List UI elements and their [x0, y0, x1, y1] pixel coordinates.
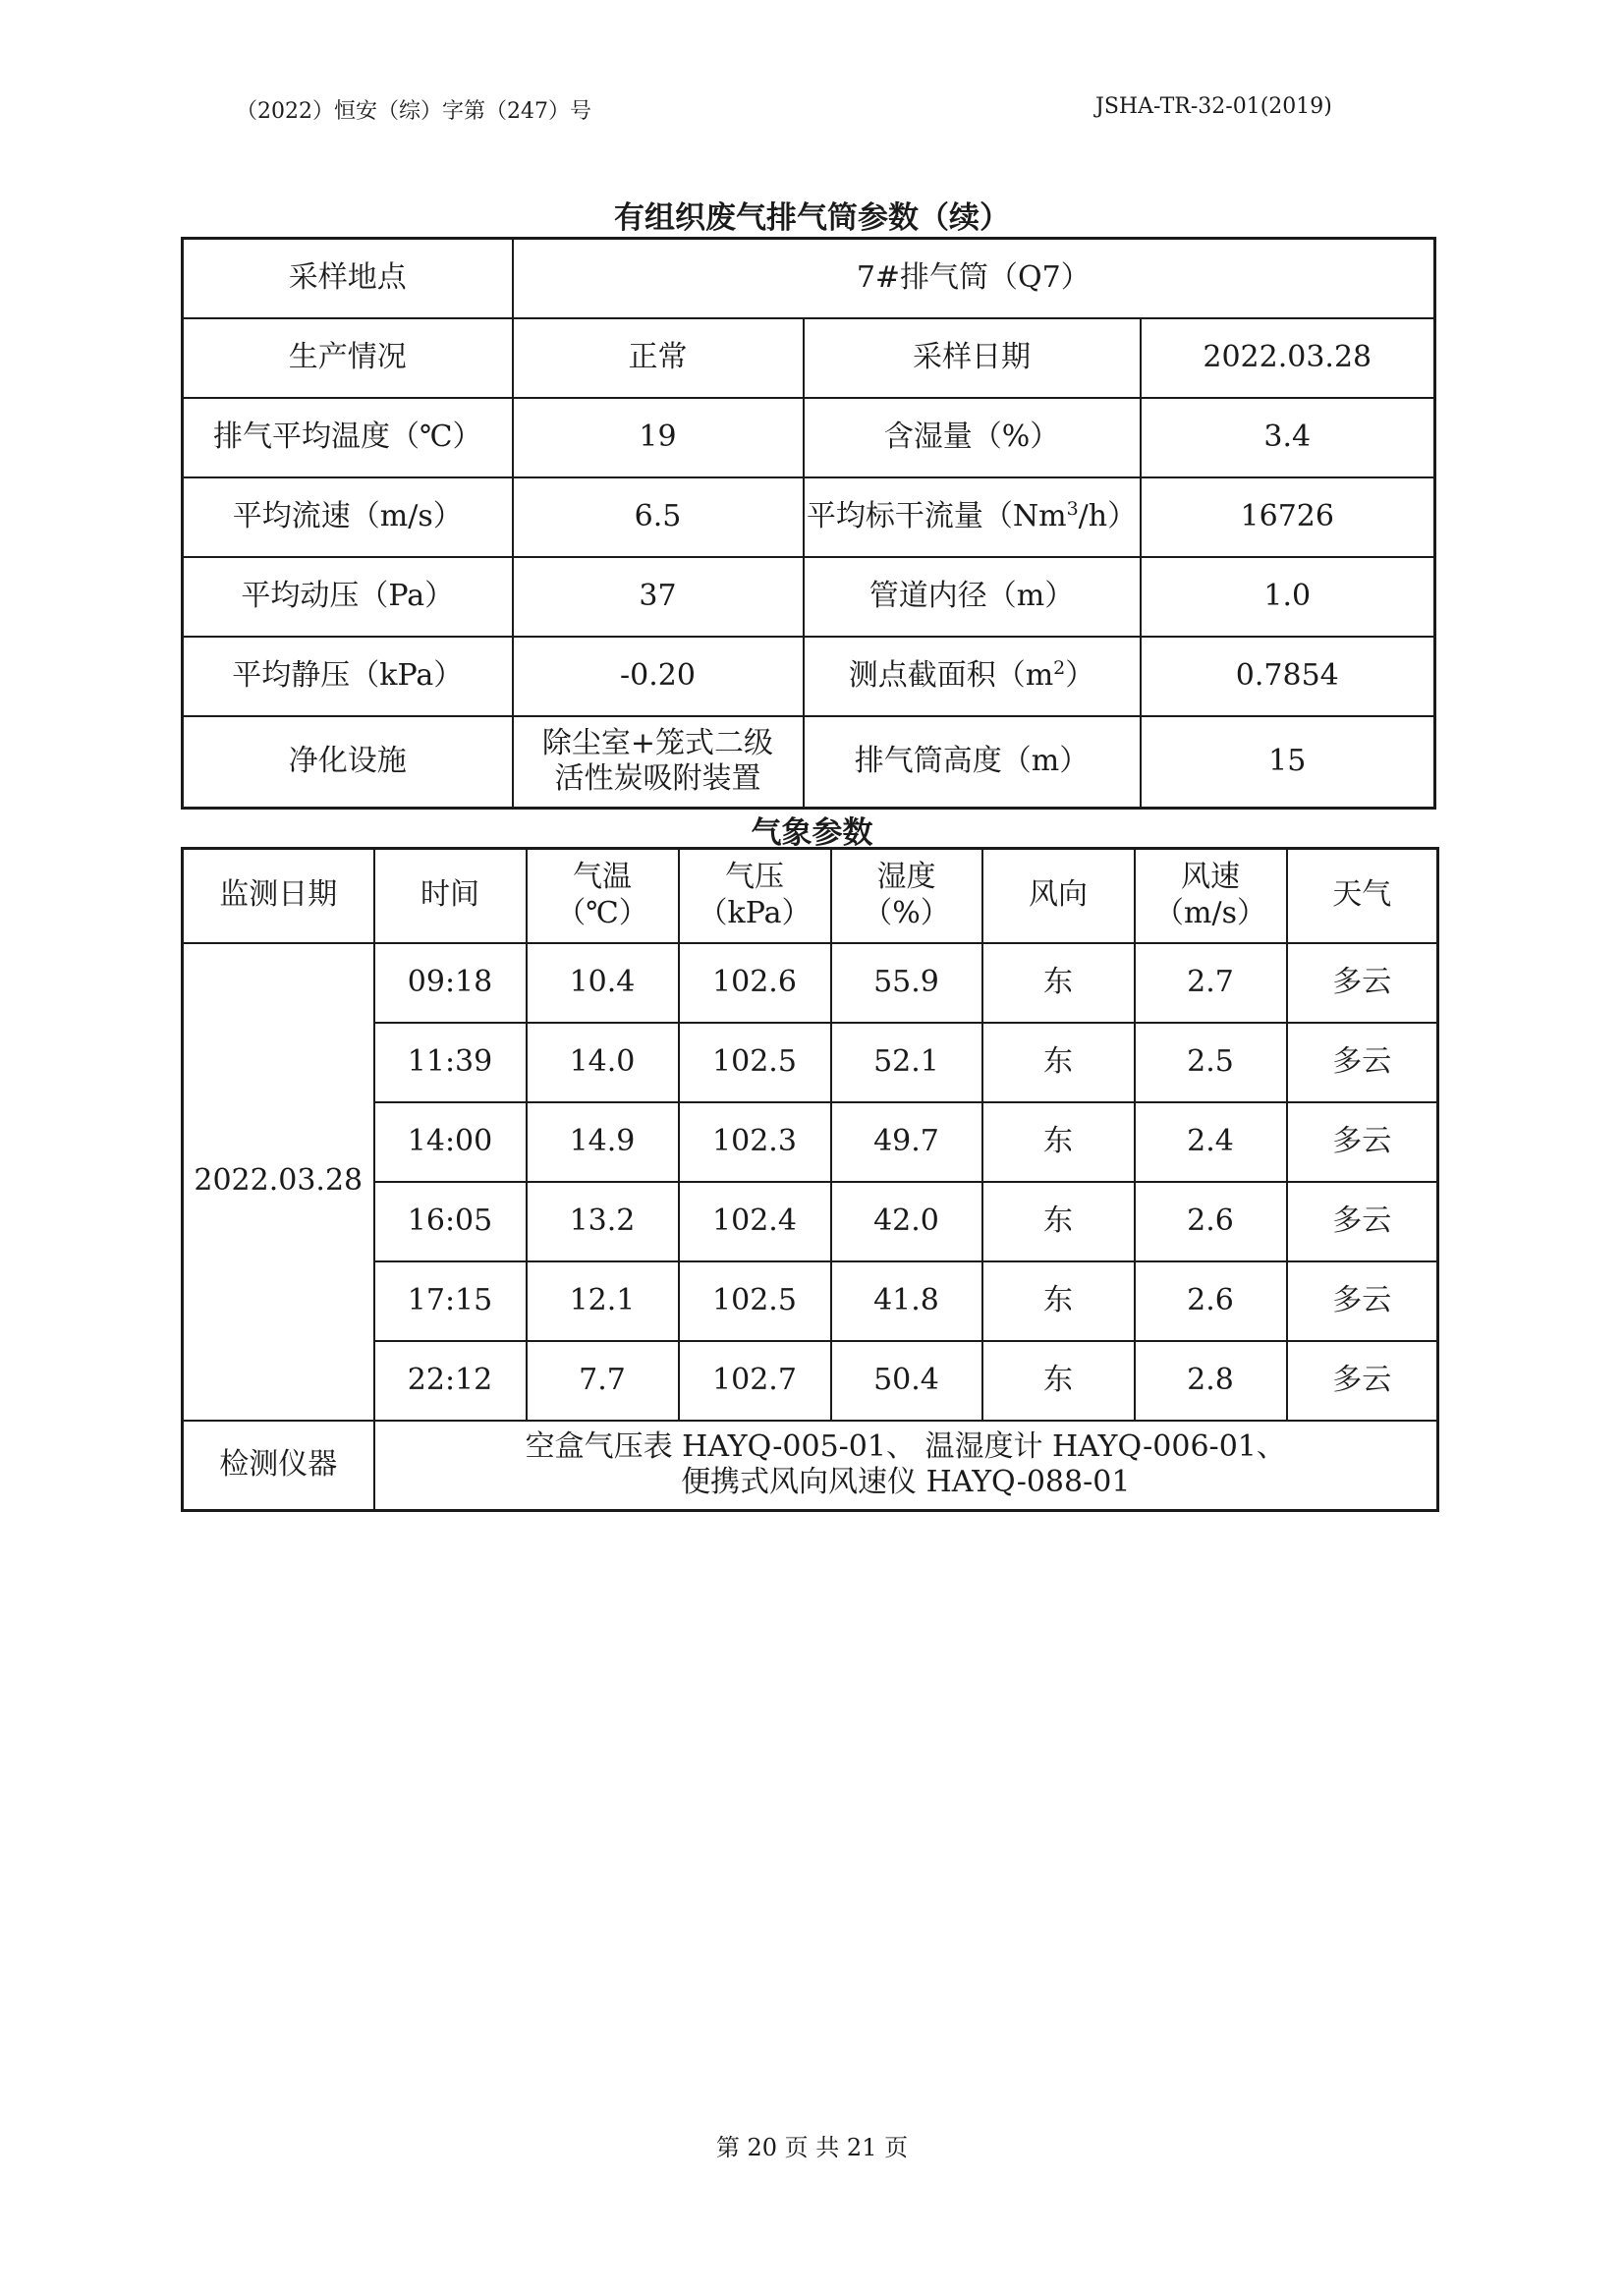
header-line: （℃）: [556, 895, 648, 930]
instrument-list: [374, 1421, 1438, 1511]
cell-weather: 多云: [1287, 1102, 1438, 1182]
param-value: -0.20: [513, 637, 804, 716]
param-label: 生产情况: [183, 318, 513, 398]
param-label: 平均流速（m/s）: [183, 477, 513, 557]
cell-wind-dir: 东: [982, 1182, 1135, 1261]
value-line: 除尘室+笼式二级: [541, 725, 774, 760]
param-label: 平均静压（kPa）: [183, 637, 513, 716]
table-row: [183, 239, 1435, 318]
cell-pressure: 102.6: [679, 943, 831, 1023]
header-line: 湿度: [876, 860, 936, 895]
superscript: 2: [1053, 656, 1066, 679]
instrument-line: 便携式风向风速仪 HAYQ-088-01: [681, 1465, 1131, 1500]
cell-wind-speed: 2.8: [1135, 1341, 1287, 1421]
cell-weather: 多云: [1287, 1182, 1438, 1261]
cell-wind-speed: 2.4: [1135, 1102, 1287, 1182]
cell-time: 22:12: [374, 1341, 527, 1421]
weather-params-table: [181, 847, 1439, 1512]
param-label: 排气筒高度（m）: [804, 716, 1141, 809]
cell-weather: 多云: [1287, 943, 1438, 1023]
cell-humidity: 50.4: [831, 1341, 982, 1421]
param-label: 平均动压（Pa）: [183, 557, 513, 637]
param-value: 6.5: [513, 477, 804, 557]
cell-time: 09:18: [374, 943, 527, 1023]
param-value: 正常: [513, 318, 804, 398]
cell-temp: 14.0: [527, 1023, 679, 1102]
header-line: 风速: [1181, 860, 1240, 895]
cell-time: 14:00: [374, 1102, 527, 1182]
param-value: [513, 716, 804, 809]
param-label: 净化设施: [183, 716, 513, 809]
param-value: 2022.03.28: [1141, 318, 1435, 398]
table-row: [183, 1421, 1438, 1511]
cell-wind-speed: 2.7: [1135, 943, 1287, 1023]
param-value: 3.4: [1141, 398, 1435, 477]
cell-wind-dir: 东: [982, 1261, 1135, 1341]
cell-humidity: 52.1: [831, 1023, 982, 1102]
header-line: （%）: [863, 895, 950, 930]
param-label: 采样日期: [804, 318, 1141, 398]
param-label: [804, 637, 1141, 716]
param-label: 管道内径（m）: [804, 557, 1141, 637]
cell-temp: 14.9: [527, 1102, 679, 1182]
label-text: /h）: [1078, 498, 1138, 533]
cell-weather: 多云: [1287, 1261, 1438, 1341]
cell-time: 16:05: [374, 1182, 527, 1261]
table-row: [183, 637, 1435, 716]
cell-pressure: 102.7: [679, 1341, 831, 1421]
cell-wind-dir: 东: [982, 943, 1135, 1023]
cell-pressure: 102.4: [679, 1182, 831, 1261]
weather-table-title: 气象参数: [751, 815, 873, 851]
label-text: ）: [1065, 657, 1095, 693]
col-header-pressure: [679, 849, 831, 943]
col-header-wind-speed: [1135, 849, 1287, 943]
site-value: 7#排气筒（Q7）: [513, 239, 1435, 318]
cell-wind-speed: 2.6: [1135, 1261, 1287, 1341]
page-number: 第 20 页 共 21 页: [715, 2134, 909, 2161]
table-row: [183, 943, 1438, 1023]
param-value: 37: [513, 557, 804, 637]
cell-humidity: 55.9: [831, 943, 982, 1023]
cell-temp: 7.7: [527, 1341, 679, 1421]
label-text: 测点截面积（m: [848, 657, 1054, 693]
table-row: [183, 398, 1435, 477]
cell-wind-dir: 东: [982, 1102, 1135, 1182]
instrument-line: 空盒气压表 HAYQ-005-01、 温湿度计 HAYQ-006-01、: [525, 1428, 1286, 1464]
param-value: 1.0: [1141, 557, 1435, 637]
cell-pressure: 102.5: [679, 1023, 831, 1102]
cell-temp: 12.1: [527, 1261, 679, 1341]
header-line: （kPa）: [698, 895, 812, 930]
cell-wind-speed: 2.6: [1135, 1182, 1287, 1261]
param-value: 16726: [1141, 477, 1435, 557]
cell-wind-dir: 东: [982, 1023, 1135, 1102]
param-value: 15: [1141, 716, 1435, 809]
col-header-humidity: [831, 849, 982, 943]
table-row: [183, 716, 1435, 809]
cell-time: 17:15: [374, 1261, 527, 1341]
col-header-temp: [527, 849, 679, 943]
superscript: 3: [1066, 497, 1079, 520]
cell-humidity: 42.0: [831, 1182, 982, 1261]
table-row: [183, 318, 1435, 398]
cell-pressure: 102.3: [679, 1102, 831, 1182]
cell-wind-dir: 东: [982, 1341, 1135, 1421]
param-value: 19: [513, 398, 804, 477]
cell-humidity: 49.7: [831, 1102, 982, 1182]
cell-pressure: 102.5: [679, 1261, 831, 1341]
col-header-date: 监测日期: [183, 849, 374, 943]
param-label: 含湿量（%）: [804, 398, 1141, 477]
cell-time: 11:39: [374, 1023, 527, 1102]
col-header-time: 时间: [374, 849, 527, 943]
monitor-date: 2022.03.28: [183, 943, 374, 1421]
table-header-row: [183, 849, 1438, 943]
label-text: 平均标干流量（Nm: [806, 498, 1067, 533]
cell-humidity: 41.8: [831, 1261, 982, 1341]
col-header-wind-dir: 风向: [982, 849, 1135, 943]
cell-temp: 13.2: [527, 1182, 679, 1261]
table-row: [183, 557, 1435, 637]
report-number: （2022）恒安（综）字第（247）号: [236, 99, 591, 124]
cell-weather: 多云: [1287, 1023, 1438, 1102]
param-value: 0.7854: [1141, 637, 1435, 716]
cell-temp: 10.4: [527, 943, 679, 1023]
header-line: 气温: [573, 860, 632, 895]
table-row: [183, 477, 1435, 557]
header-line: （m/s）: [1154, 895, 1266, 930]
param-label: [804, 477, 1141, 557]
param-label: 排气平均温度（℃）: [183, 398, 513, 477]
site-label: 采样地点: [183, 239, 513, 318]
cell-weather: 多云: [1287, 1341, 1438, 1421]
form-code: JSHA-TR-32-01(2019): [1095, 94, 1332, 119]
cell-wind-speed: 2.5: [1135, 1023, 1287, 1102]
col-header-weather: 天气: [1287, 849, 1438, 943]
instrument-label: 检测仪器: [183, 1421, 374, 1511]
header-line: 气压: [725, 860, 784, 895]
exhaust-table-title: 有组织废气排气筒参数（续）: [614, 200, 1010, 236]
value-line: 活性炭吸附装置: [554, 761, 761, 797]
exhaust-params-table: [181, 237, 1436, 810]
